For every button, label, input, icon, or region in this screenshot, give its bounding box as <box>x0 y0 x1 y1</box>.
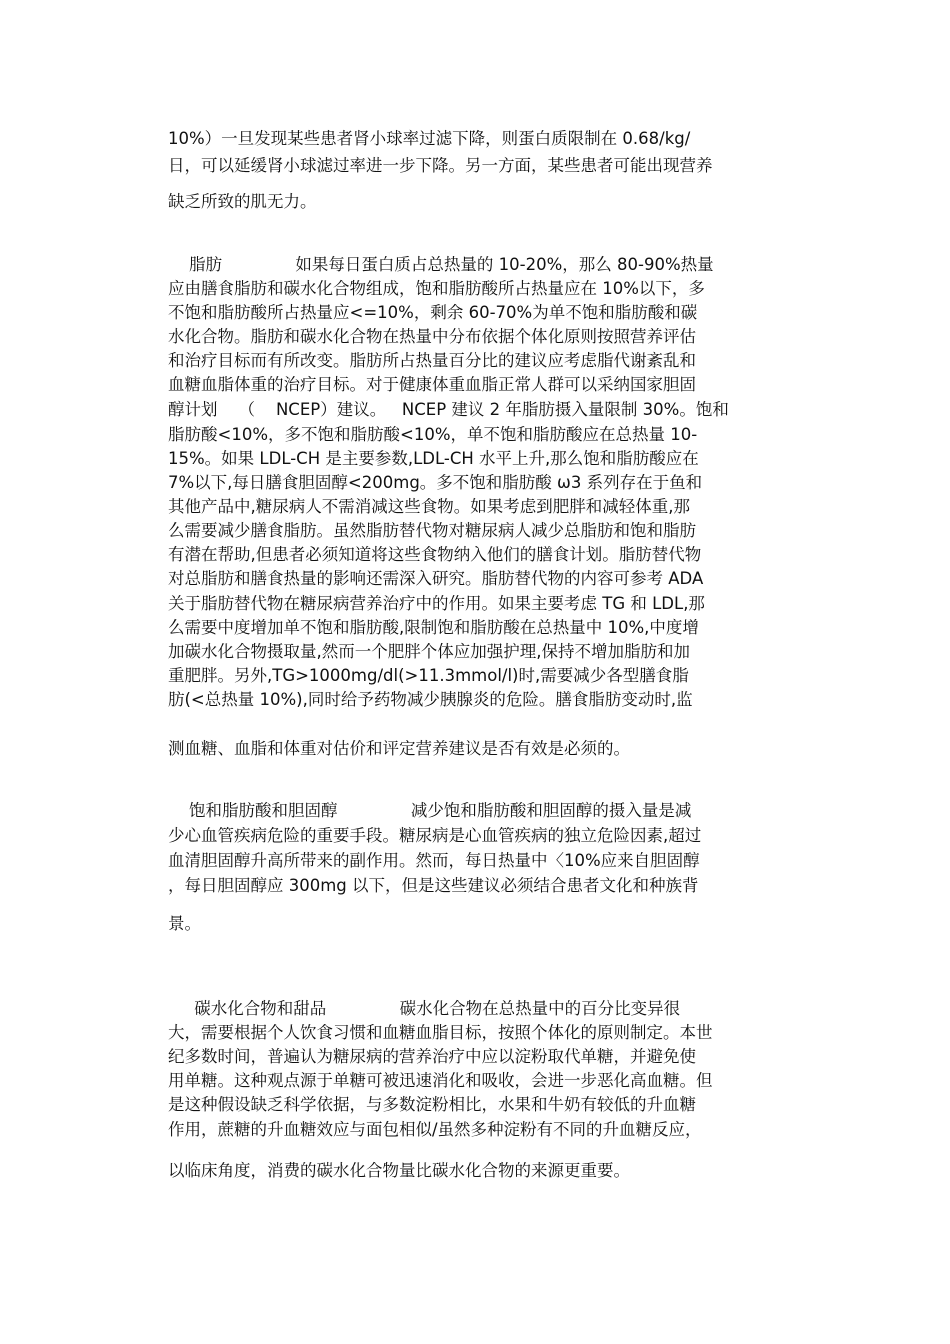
text-line: 是这种假设缺乏科学依据，与多数淀粉相比，水果和牛奶有较低的升血糖 <box>168 1095 696 1114</box>
text-line: 水化合物。脂肪和碳水化合物在热量中分布依据个体化原则按照营养评估 <box>168 327 696 346</box>
text-line: 碳水化合物和甜品 碳水化合物在总热量中的百分比变异很 <box>168 999 681 1018</box>
text-line: 和治疗目标而有所改变。脂肪所占热量百分比的建议应考虑脂代谢紊乱和 <box>168 351 696 370</box>
text-line: 对总脂肪和膳食热量的影响还需深入研究。脂肪替代物的内容可参考 ADA <box>168 569 704 588</box>
text-line: 15%。如果 LDL-CH 是主要参数,LDL-CH 水平上升,那么饱和脂肪酸应在 <box>168 449 699 468</box>
text-line: 肪(<总热量 10%),同时给予药物减少胰腺炎的危险。膳食脂肪变动时,监 <box>168 690 693 709</box>
text-line: 脂肪酸<10%，多不饱和脂肪酸<10%，单不饱和脂肪酸应在总热量 10- <box>168 425 698 444</box>
text-line: 脂肪 如果每日蛋白质占总热量的 10-20%，那么 80-90%热量 <box>168 255 714 274</box>
text-line: 血糖血脂体重的治疗目标。对于健康体重血脂正常人群可以采纳国家胆固 <box>168 375 696 394</box>
text-line: 不饱和脂肪酸所占热量应<=10%，剩余 60-70%为单不饱和脂肪酸和碳 <box>168 303 698 322</box>
text-line: 少心血管疾病危险的重要手段。糖尿病是心血管疾病的独立危险因素,超过 <box>168 826 702 845</box>
text-line: 作用，蔗糖的升血糖效应与面包相似/虽然多种淀粉有不同的升血糖反应， <box>168 1120 702 1139</box>
text-line: 测血糖、血脂和体重对估价和评定营养建议是否有效是必须的。 <box>168 739 630 758</box>
text-line: 10%）一旦发现某些患者肾小球率过滤下降，则蛋白质限制在 0.68/kg/ <box>168 129 691 148</box>
text-line: 醇计划 （ NCEP）建议。 NCEP 建议 2 年脂肪摄入量限制 30%。饱和 <box>168 400 729 419</box>
text-line: 其他产品中,糖尿病人不需消减这些食物。如果考虑到肥胖和减轻体重,那 <box>168 497 690 516</box>
text-line: 应由膳食脂肪和碳水化合物组成，饱和脂肪酸所占热量应在 10%以下，多 <box>168 279 705 298</box>
text-line: 重肥胖。另外,TG>1000mg/dl(>11.3mmol/l)时,需要减少各型膳食脂 <box>168 666 689 685</box>
text-line: 日，可以延缓肾小球滤过率进一步下降。另一方面，某些患者可能出现营养 <box>168 156 713 175</box>
text-line: 大，需要根据个人饮食习惯和血糖血脂目标，按照个体化的原则制定。本世 <box>168 1023 713 1042</box>
text-line: 以临床角度，消费的碳水化合物量比碳水化合物的来源更重要。 <box>168 1161 630 1180</box>
text-line: ，每日胆固醇应 300mg 以下，但是这些建议必须结合患者文化和种族背 <box>168 876 699 895</box>
text-line: 有潜在帮助,但患者必须知道将这些食物纳入他们的膳食计划。脂肪替代物 <box>168 545 702 564</box>
text-line: 血清胆固醇升高所带来的副作用。然而，每日热量中〈10%应来自胆固醇 <box>168 851 700 870</box>
text-line: 缺乏所致的肌无力。 <box>168 192 317 211</box>
text-line: 饱和脂肪酸和胆固醇 减少饱和脂肪酸和胆固醇的摄入量是减 <box>168 801 692 820</box>
text-line: 关于脂肪替代物在糖尿病营养治疗中的作用。如果主要考虑 TG 和 LDL,那 <box>168 594 705 613</box>
text-line: 加碳水化合物摄取量,然而一个肥胖个体应加强护理,保持不增加脂肪和加 <box>168 642 690 661</box>
text-line: 景。 <box>168 914 201 933</box>
text-line: 么需要中度增加单不饱和脂肪酸,限制饱和脂肪酸在总热量中 10%,中度增 <box>168 618 699 637</box>
text-line: 用单糖。这种观点源于单糖可被迅速消化和吸收，会进一步恶化高血糖。但 <box>168 1071 713 1090</box>
text-line: 纪多数时间，普遍认为糖尿病的营养治疗中应以淀粉取代单糖，并避免使 <box>168 1047 696 1066</box>
text-line: 么需要减少膳食脂肪。虽然脂肪替代物对糖尿病人减少总脂肪和饱和脂肪 <box>168 521 696 540</box>
text-line: 7%以下,每日膳食胆固醇<200mg。多不饱和脂肪酸 ω3 系列存在于鱼和 <box>168 473 703 492</box>
